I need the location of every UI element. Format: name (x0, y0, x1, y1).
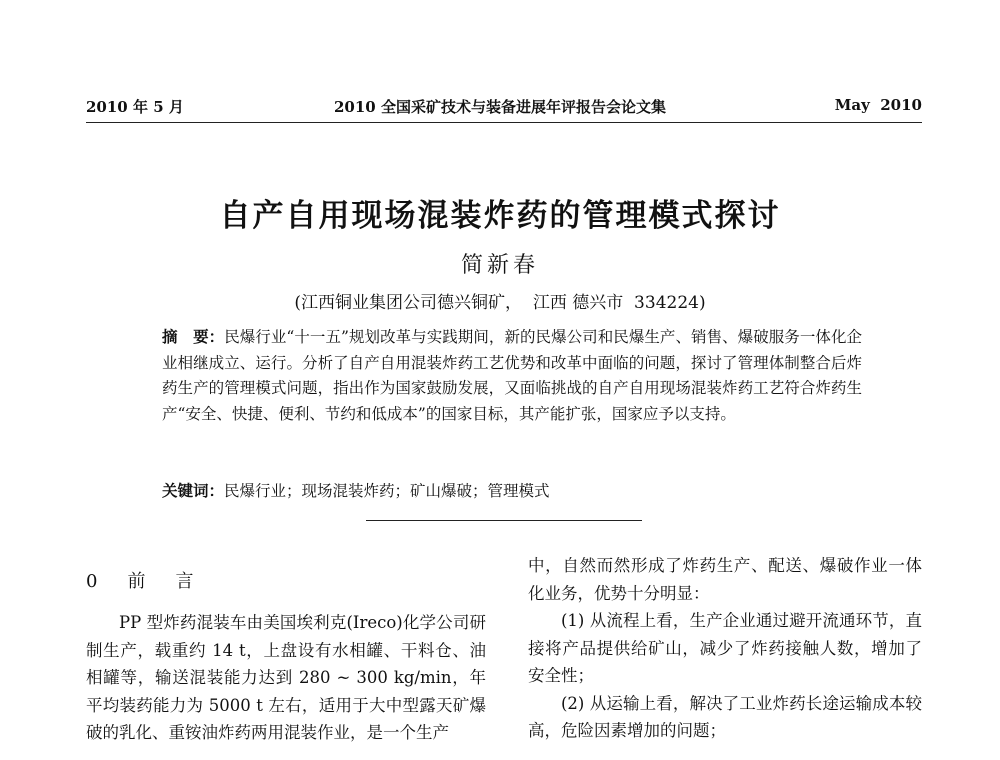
body-paragraph: PP 型炸药混装车由美国埃利克(Ireco)化学公司研制生产，载重约 14 t，上盘设有水相罐、干料仓、油相罐等，输送混装能力达到 280 ~ 300 kg/min，年平均装药能力为 5000 t 左右，适用于大中型露天矿爆破的乳化、重铵油炸药两用混装作业，是一个生产 (86, 613, 486, 742)
abstract-label: 摘 要： (162, 327, 225, 346)
abstract-text: 民爆行业“十一五”规划改革与实践期间，新的民爆公司和民爆生产、销售、爆破服务一体化企业相继成立、运行。分析了自产自用混装炸药工艺优势和改革中面临的问题，探讨了管理体制整合后炸药生产的管理模式问题，指出作为国家鼓励发展，又面临挑战的自产自用现场混装炸药工艺符合炸药生产“安全、快捷、便利、节约和低成本”的国家目标，其产能扩张，国家应予以支持。 (162, 328, 862, 423)
keywords-label: 关键词： (162, 481, 225, 500)
header-date: 2010 年 5 月 (86, 98, 184, 116)
paper-title: 自产自用现场混装炸药的管理模式探讨 (219, 198, 781, 234)
body-paragraph: (1) 从流程上看，生产企业通过避开流通环节，直接将产品提供给矿山，减少了炸药接触人数，增加了安全性； (528, 611, 922, 685)
keywords (162, 480, 862, 502)
left-column (86, 609, 486, 747)
abstract-divider (366, 520, 642, 521)
author-affiliation: (江西铜业集团公司德兴铜矿， 江西 德兴市 334224) (294, 293, 706, 313)
keywords-text: 民爆行业；现场混装炸药；矿山爆破；管理模式 (224, 482, 550, 500)
header-date-english: May 2010 (834, 96, 922, 114)
header-proceedings-title: 2010 全国采矿技术与装备进展年评报告会论文集 (334, 98, 666, 116)
body-paragraph: 中，自然而然形成了炸药生产、配送、爆破作业一体化业务，优势十分明显： (528, 556, 922, 603)
header-rule (86, 122, 922, 123)
abstract (162, 324, 862, 427)
right-column (528, 552, 922, 745)
author-name: 简新春 (460, 253, 539, 278)
body-paragraph: (2) 从运输上看，解决了工业炸药长途运输成本较高，危险因素增加的问题； (528, 693, 922, 740)
section-heading: 0 前 言 (86, 571, 200, 592)
